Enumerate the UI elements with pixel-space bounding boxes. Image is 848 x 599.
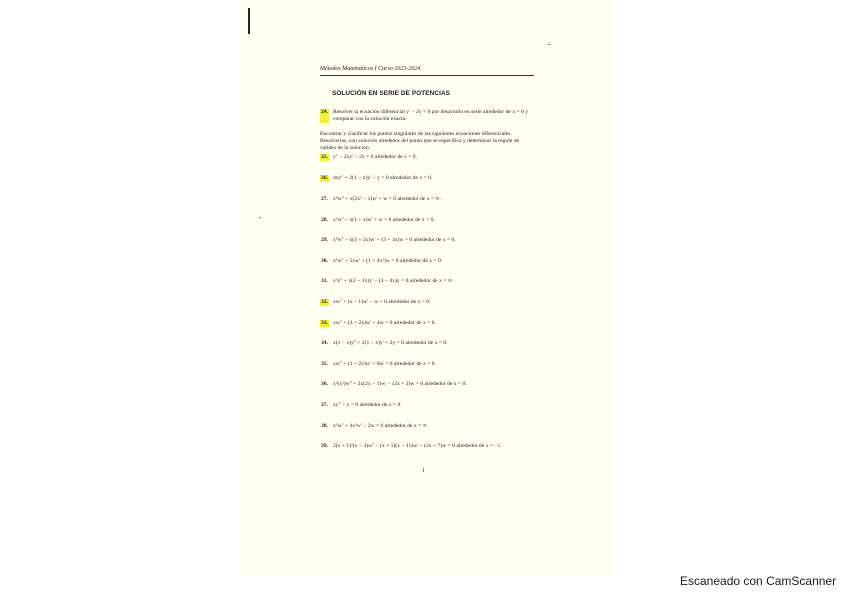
document-header: Métodos Matemáticos I Curso 2023-2024 — [320, 66, 534, 76]
exercise-number: 26. — [321, 175, 328, 182]
exercise-equation: xw'' + (x − 1)w' − w = 0 alrededor de x = 0. — [333, 298, 431, 305]
exercise-equation: xw'' + (3 + 2x)w' + 8w = 0 alrededor de x = 0. — [333, 360, 436, 367]
exercise-item — [320, 278, 534, 299]
exercise-number: 30. — [321, 257, 328, 264]
instructions-text: Encontrar y clasificar los puntos singulares de las siguientes ecuaciones diferenciales. Resolverlas, con solución alrededor del punto que se especifica y determinar la región de validez de la solución. — [320, 131, 520, 151]
exercise-item — [320, 217, 534, 238]
document-body — [320, 66, 534, 465]
exercise-equation: x²w'' + 5xw' + (1 + 4x²)w = 0 alrededor de x = 0. — [333, 257, 443, 264]
exercise-number: 31. — [321, 278, 328, 285]
exercise-item — [320, 258, 534, 279]
page-number: 1 — [422, 468, 425, 474]
exercise-number: 24. — [320, 109, 329, 123]
exercise-item — [320, 299, 534, 320]
exercise-equation: xw'' + (3 + 2x)w' + 4w = 0 alrededor de x = 0. — [333, 319, 436, 326]
exercise-item — [320, 443, 534, 465]
exercise-item — [320, 361, 534, 382]
exercise-item — [320, 175, 534, 196]
exercise-item — [320, 423, 534, 444]
exercise-number: 34. — [321, 340, 328, 347]
exercise-number: 36. — [321, 381, 328, 388]
intro-exercise — [320, 109, 534, 123]
exercise-equation: x²w'' − x(1 + x)w' + w = 0 alrededor de x = 0. — [333, 216, 435, 223]
exercise-item — [320, 340, 534, 361]
exercise-number: 38. — [321, 422, 328, 429]
exercise-equation: 4xy'' + 2(1 − x)y' − y = 0 alrededor de x = 0. — [333, 175, 433, 182]
exercise-item — [320, 196, 534, 217]
exercise-equation: xy'' − y = 0 alrededor de x = 0. — [333, 401, 402, 408]
exercise-number: 28. — [321, 216, 328, 223]
exercise-number: 29. — [321, 237, 328, 244]
section-title: SOLUCIÓN EN SERIE DE POTENCIAS — [332, 90, 451, 97]
exercise-equation: x⁴w'' + x(2x² − 1)w' + w = 0 alrededor de x = ∞. — [333, 195, 441, 202]
exercise-equation: x²(x²)w'' + 2x(2x − 1)w' − (2x + 2)w = 0 alrededor de x = 0. — [333, 381, 467, 388]
exercise-equation: x²y'' + x(2 − 3x)y' − (3 − 4x)y = 0 alrededor de x = ∞. — [333, 278, 454, 285]
exercise-number: 35. — [321, 360, 328, 367]
exercise-item — [320, 320, 534, 341]
exercise-equation: 2(x + 1)²(x − 3)w'' − (x + 1)(x − 11)w' − (3x + 7)w = 0 alrededor de x = −1. — [333, 443, 502, 450]
exercise-list — [320, 154, 534, 465]
exercise-number: 32. — [321, 298, 328, 305]
exercise-number: 27. — [321, 195, 328, 202]
exercise-item — [320, 402, 534, 423]
exercise-item — [320, 381, 534, 402]
scan-speck — [548, 44, 550, 45]
exercise-number: 39. — [321, 443, 328, 450]
scan-margin-mark — [248, 8, 250, 34]
exercise-equation: x(1 − x)y'' + 2(1 − x)y' + 2y = 0 alrededor de x = 0. — [333, 340, 448, 347]
exercise-number: 25. — [321, 154, 328, 161]
exercise-equation: x²w'' − x(3 + 2x)w' + (3 + 3x)w = 0 alrededor de x = 0. — [333, 237, 456, 244]
exercise-equation: x²w'' + 4x²w' − 2w = 0 alrededor de x = ∞. — [333, 422, 429, 429]
exercise-item — [320, 237, 534, 258]
camscanner-watermark: Escaneado con CamScanner — [680, 574, 837, 588]
exercise-statement: Resolver la ecuación diferencial y' − 2y = 0 por desarrollo en serie alrededor de x = 0 y comparar con la solución exacta. — [333, 109, 528, 122]
exercise-number: 37. — [321, 401, 328, 408]
scan-speck — [259, 217, 261, 218]
exercise-item — [320, 154, 534, 175]
exercise-number: 33. — [321, 319, 328, 326]
exercise-equation: y'' − 2xy' − 2y = 0 alrededor de x = 0. — [333, 154, 417, 161]
